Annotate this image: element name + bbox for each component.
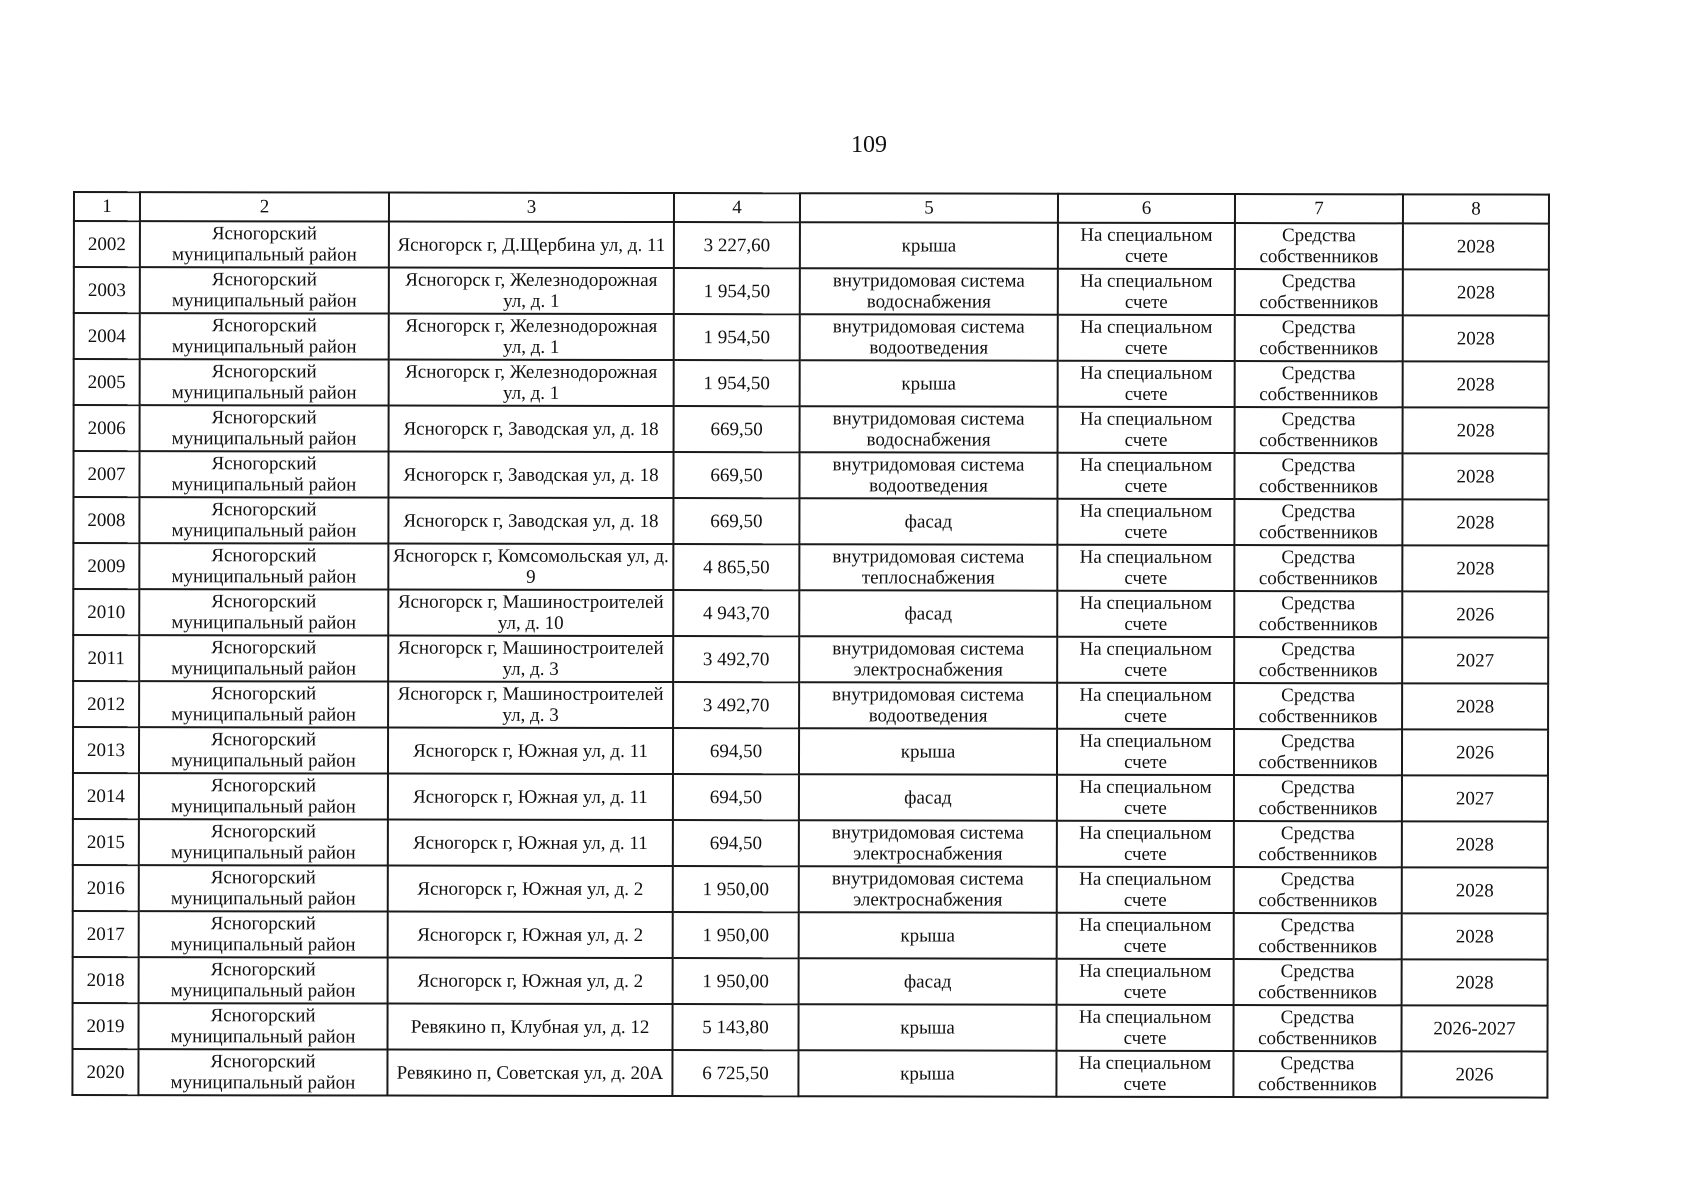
funding-source-cell: Средства собственников: [1235, 269, 1403, 315]
funding-source-cell: Средства собственников: [1235, 315, 1403, 361]
address-cell: Ясногорск г, Машиностроителей ул, д. 3: [388, 636, 673, 682]
area-cell: 669,50: [673, 452, 799, 498]
table-row: [73, 635, 1548, 684]
column-header: 6: [1058, 194, 1235, 223]
row-number-cell: 2008: [73, 497, 139, 543]
fund-method-cell: На специальном счете: [1058, 269, 1235, 315]
address-cell: Ясногорск г, Железнодорожная ул, д. 1: [389, 268, 674, 314]
work-type-cell: внутридомовая система водоснабжения: [800, 406, 1058, 452]
fund-method-cell: На специальном счете: [1057, 545, 1234, 591]
work-type-cell: внутридомовая система электроснабжения: [799, 636, 1057, 682]
planned-year-cell: 2028: [1402, 821, 1548, 867]
work-type-cell: крыша: [799, 1004, 1057, 1050]
district-cell: Ясногорский муниципальный район: [140, 267, 389, 313]
column-header: 8: [1403, 194, 1549, 223]
fund-method-cell: На специальном счете: [1057, 959, 1234, 1005]
planned-year-cell: 2028: [1402, 867, 1548, 913]
row-number-cell: 2020: [72, 1049, 138, 1095]
header-row: [74, 192, 1549, 224]
table-row: [73, 681, 1548, 730]
district-cell: Ясногорский муниципальный район: [140, 405, 389, 451]
table-row: [73, 1003, 1548, 1052]
fund-method-cell: На специальном счете: [1056, 1051, 1233, 1097]
table-row: [74, 221, 1549, 270]
address-cell: Ясногорск г, Заводская ул, д. 18: [389, 406, 674, 452]
funding-source-cell: Средства собственников: [1235, 361, 1403, 407]
planned-year-cell: 2026: [1402, 591, 1548, 637]
planned-year-cell: 2028: [1402, 499, 1548, 545]
district-cell: Ясногорский муниципальный район: [140, 359, 389, 405]
district-cell: Ясногорский муниципальный район: [139, 773, 388, 819]
address-cell: Ясногорск г, Машиностроителей ул, д. 10: [388, 590, 673, 636]
work-type-cell: фасад: [799, 498, 1057, 544]
address-cell: Ясногорск г, Южная ул, д. 2: [388, 866, 673, 912]
area-cell: 3 227,60: [674, 222, 800, 268]
district-cell: Ясногорский муниципальный район: [139, 681, 388, 727]
area-cell: 1 954,50: [674, 360, 800, 406]
row-number-cell: 2009: [73, 543, 139, 589]
fund-method-cell: На специальном счете: [1057, 775, 1234, 821]
row-number-cell: 2017: [73, 911, 139, 957]
work-type-cell: внутридомовая система водоотведения: [800, 314, 1058, 360]
address-cell: Ясногорск г, Комсомольская ул, д. 9: [388, 544, 673, 590]
address-cell: Ревякино п, Клубная ул, д. 12: [388, 1004, 673, 1050]
fund-method-cell: На специальном счете: [1057, 867, 1234, 913]
fund-method-cell: На специальном счете: [1057, 913, 1234, 959]
table-row: [72, 1049, 1547, 1098]
table-row: [73, 589, 1548, 638]
row-number-cell: 2016: [73, 865, 139, 911]
fund-method-cell: На специальном счете: [1057, 683, 1234, 729]
planned-year-cell: 2028: [1402, 453, 1548, 499]
address-cell: Ясногорск г, Южная ул, д. 11: [388, 774, 673, 820]
table-header: [74, 192, 1549, 224]
planned-year-cell: 2028: [1402, 959, 1548, 1005]
address-cell: Ясногорск г, Южная ул, д. 2: [388, 912, 673, 958]
repair-program-table: [71, 191, 1550, 1099]
district-cell: Ясногорский муниципальный район: [138, 1049, 387, 1095]
address-cell: Ясногорск г, Южная ул, д. 11: [388, 728, 673, 774]
planned-year-cell: 2028: [1402, 683, 1548, 729]
area-cell: 1 954,50: [674, 314, 800, 360]
area-cell: 3 492,70: [673, 682, 799, 728]
area-cell: 669,50: [674, 406, 800, 452]
funding-source-cell: Средства собственников: [1235, 223, 1403, 269]
district-cell: Ясногорский муниципальный район: [140, 313, 389, 359]
district-cell: Ясногорский муниципальный район: [139, 497, 388, 543]
table-body: [72, 221, 1549, 1098]
address-cell: Ясногорск г, Железнодорожная ул, д. 1: [389, 314, 674, 360]
address-cell: Ясногорск г, Заводская ул, д. 18: [388, 452, 673, 498]
district-cell: Ясногорский муниципальный район: [139, 727, 388, 773]
funding-source-cell: Средства собственников: [1234, 591, 1402, 637]
funding-source-cell: Средства собственников: [1234, 775, 1402, 821]
column-header: 3: [389, 193, 674, 222]
district-cell: Ясногорский муниципальный район: [139, 865, 388, 911]
column-header: 1: [74, 192, 140, 221]
district-cell: Ясногорский муниципальный район: [139, 957, 388, 1003]
work-type-cell: внутридомовая система теплоснабжения: [799, 544, 1057, 590]
funding-source-cell: Средства собственников: [1234, 913, 1402, 959]
funding-source-cell: Средства собственников: [1234, 545, 1402, 591]
row-number-cell: 2014: [73, 773, 139, 819]
address-cell: Ревякино п, Советская ул, д. 20А: [387, 1050, 672, 1096]
row-number-cell: 2007: [73, 451, 139, 497]
fund-method-cell: На специальном счете: [1057, 499, 1234, 545]
planned-year-cell: 2028: [1402, 913, 1548, 959]
funding-source-cell: Средства собственников: [1234, 499, 1402, 545]
area-cell: 1 950,00: [673, 958, 799, 1004]
funding-source-cell: Средства собственников: [1233, 1051, 1401, 1097]
fund-method-cell: На специальном счете: [1057, 1005, 1234, 1051]
planned-year-cell: 2028: [1403, 269, 1549, 315]
column-header: 2: [140, 192, 389, 221]
district-cell: Ясногорский муниципальный район: [140, 221, 389, 267]
table-row: [74, 313, 1549, 362]
area-cell: 1 954,50: [674, 268, 800, 314]
planned-year-cell: 2028: [1403, 315, 1549, 361]
area-cell: 3 492,70: [673, 636, 799, 682]
column-header: 4: [674, 193, 800, 222]
table-row: [74, 405, 1549, 454]
area-cell: 1 950,00: [673, 912, 799, 958]
address-cell: Ясногорск г, Заводская ул, д. 18: [388, 498, 673, 544]
planned-year-cell: 2027: [1402, 637, 1548, 683]
fund-method-cell: На специальном счете: [1057, 821, 1234, 867]
work-type-cell: крыша: [798, 1050, 1056, 1096]
area-cell: 1 950,00: [673, 866, 799, 912]
work-type-cell: внутридомовая система водоснабжения: [800, 268, 1058, 314]
funding-source-cell: Средства собственников: [1234, 637, 1402, 683]
planned-year-cell: 2028: [1403, 223, 1549, 269]
row-number-cell: 2005: [74, 359, 140, 405]
table-row: [74, 267, 1549, 316]
funding-source-cell: Средства собственников: [1234, 683, 1402, 729]
table-row: [73, 957, 1548, 1006]
address-cell: Ясногорск г, Железнодорожная ул, д. 1: [389, 360, 674, 406]
area-cell: 4 943,70: [673, 590, 799, 636]
row-number-cell: 2011: [73, 635, 139, 681]
table-row: [73, 911, 1548, 960]
fund-method-cell: На специальном счете: [1058, 315, 1235, 361]
district-cell: Ясногорский муниципальный район: [139, 589, 388, 635]
district-cell: Ясногорский муниципальный район: [139, 1003, 388, 1049]
table-row: [73, 543, 1548, 592]
table-row: [73, 497, 1548, 546]
district-cell: Ясногорский муниципальный район: [139, 911, 388, 957]
work-type-cell: фасад: [799, 774, 1057, 820]
district-cell: Ясногорский муниципальный район: [139, 635, 388, 681]
district-cell: Ясногорский муниципальный район: [139, 819, 388, 865]
address-cell: Ясногорск г, Южная ул, д. 2: [388, 958, 673, 1004]
funding-source-cell: Средства собственников: [1235, 407, 1403, 453]
work-type-cell: внутридомовая система электроснабжения: [799, 866, 1057, 912]
table-row: [73, 773, 1548, 822]
area-cell: 6 725,50: [672, 1050, 798, 1096]
row-number-cell: 2002: [74, 221, 140, 267]
row-number-cell: 2013: [73, 727, 139, 773]
work-type-cell: внутридомовая система водоотведения: [799, 682, 1057, 728]
planned-year-cell: 2028: [1403, 361, 1549, 407]
page-number: 109: [851, 132, 887, 158]
work-type-cell: крыша: [799, 728, 1057, 774]
work-type-cell: крыша: [800, 222, 1058, 268]
work-type-cell: внутридомовая система водоотведения: [799, 452, 1057, 498]
row-number-cell: 2019: [73, 1003, 139, 1049]
area-cell: 669,50: [673, 498, 799, 544]
district-cell: Ясногорский муниципальный район: [139, 451, 388, 497]
address-cell: Ясногорск г, Д.Щербина ул, д. 11: [389, 222, 674, 268]
row-number-cell: 2004: [74, 313, 140, 359]
fund-method-cell: На специальном счете: [1057, 453, 1234, 499]
funding-source-cell: Средства собственников: [1234, 453, 1402, 499]
row-number-cell: 2012: [73, 681, 139, 727]
row-number-cell: 2018: [73, 957, 139, 1003]
planned-year-cell: 2026: [1401, 1051, 1547, 1097]
work-type-cell: внутридомовая система электроснабжения: [799, 820, 1057, 866]
work-type-cell: крыша: [799, 912, 1057, 958]
fund-method-cell: На специальном счете: [1057, 729, 1234, 775]
row-number-cell: 2010: [73, 589, 139, 635]
funding-source-cell: Средства собственников: [1234, 821, 1402, 867]
row-number-cell: 2006: [74, 405, 140, 451]
funding-source-cell: Средства собственников: [1234, 959, 1402, 1005]
planned-year-cell: 2028: [1403, 407, 1549, 453]
fund-method-cell: На специальном счете: [1057, 637, 1234, 683]
area-cell: 694,50: [673, 820, 799, 866]
funding-source-cell: Средства собственников: [1234, 729, 1402, 775]
fund-method-cell: На специальном счете: [1057, 591, 1234, 637]
area-cell: 694,50: [673, 728, 799, 774]
table-row: [73, 819, 1548, 868]
column-header: 5: [800, 193, 1058, 222]
address-cell: Ясногорск г, Южная ул, д. 11: [388, 820, 673, 866]
work-type-cell: крыша: [800, 360, 1058, 406]
address-cell: Ясногорск г, Машиностроителей ул, д. 3: [388, 682, 673, 728]
fund-method-cell: На специальном счете: [1058, 361, 1235, 407]
planned-year-cell: 2026: [1402, 729, 1548, 775]
district-cell: Ясногорский муниципальный район: [139, 543, 388, 589]
area-cell: 4 865,50: [673, 544, 799, 590]
work-type-cell: фасад: [799, 958, 1057, 1004]
table-row: [73, 451, 1548, 500]
row-number-cell: 2003: [74, 267, 140, 313]
work-type-cell: фасад: [799, 590, 1057, 636]
table-row: [73, 727, 1548, 776]
area-cell: 694,50: [673, 774, 799, 820]
funding-source-cell: Средства собственников: [1234, 1005, 1402, 1051]
column-header: 7: [1235, 194, 1403, 223]
table-row: [74, 359, 1549, 408]
table-row: [73, 865, 1548, 914]
planned-year-cell: 2028: [1402, 545, 1548, 591]
area-cell: 5 143,80: [673, 1004, 799, 1050]
planned-year-cell: 2026-2027: [1402, 1005, 1548, 1051]
row-number-cell: 2015: [73, 819, 139, 865]
fund-method-cell: На специальном счете: [1058, 407, 1235, 453]
fund-method-cell: На специальном счете: [1058, 223, 1235, 269]
funding-source-cell: Средства собственников: [1234, 867, 1402, 913]
planned-year-cell: 2027: [1402, 775, 1548, 821]
